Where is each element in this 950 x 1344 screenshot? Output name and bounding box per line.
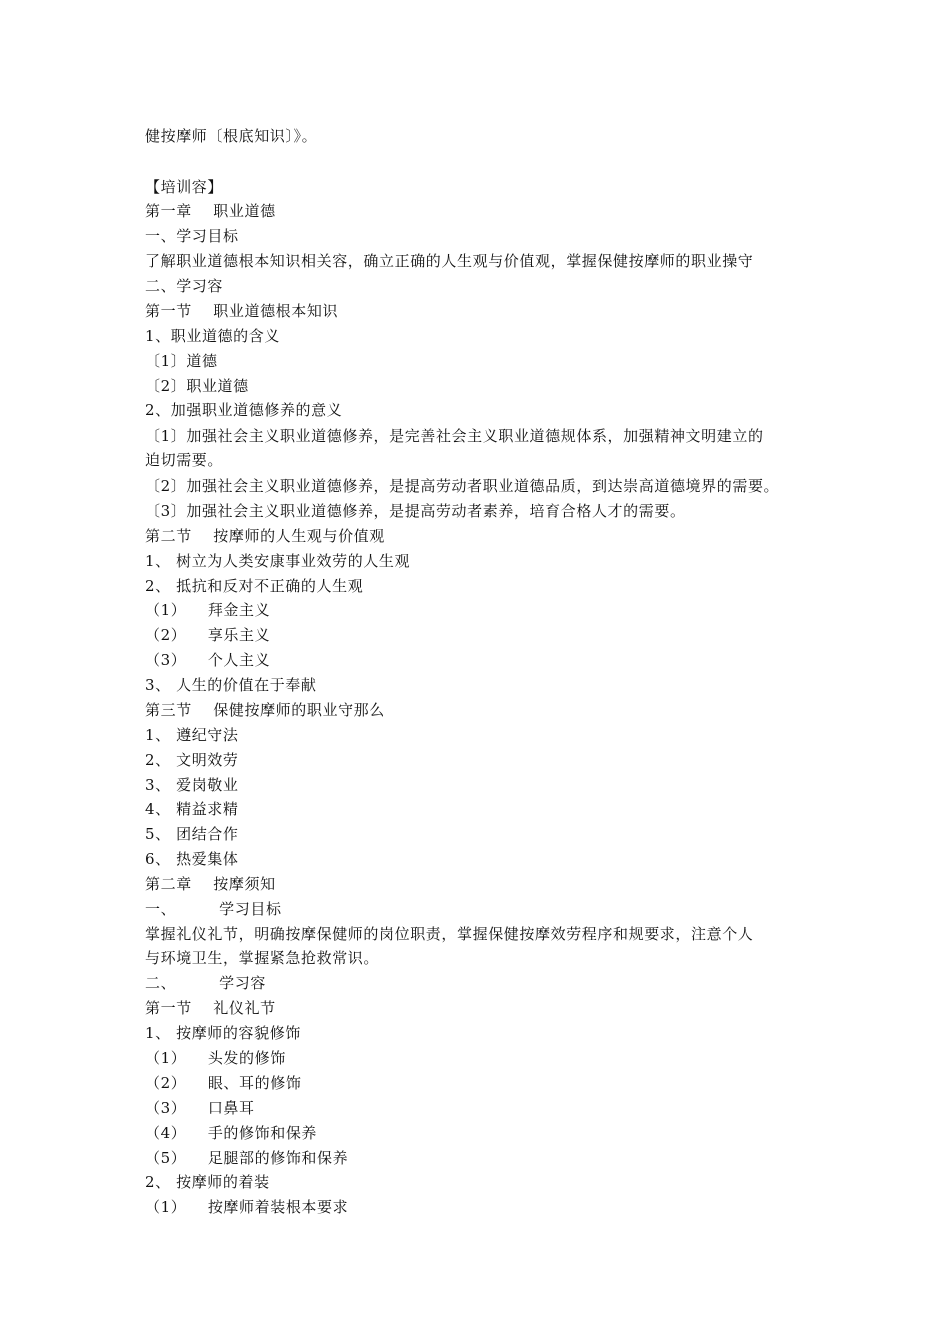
text-line: 了解职业道德根本知识相关容，确立正确的人生观与价值观，掌握保健按摩师的职业操守	[145, 252, 754, 270]
text-line: （1） 按摩师着装根本要求	[145, 1198, 349, 1216]
text-line: 6、 热爱集体	[145, 850, 239, 868]
text-line: 二、学习容	[145, 277, 224, 295]
text-line: 〔2〕职业道德	[145, 377, 249, 395]
text-line: 1、 遵纪守法	[145, 726, 239, 744]
text-line: 5、 团结合作	[145, 825, 239, 843]
chapter-heading: 第二章 按摩须知	[145, 875, 276, 893]
section-heading: 第三节 保健按摩师的职业守那么	[145, 701, 385, 719]
text-line: 4、 精益求精	[145, 800, 239, 818]
text-line: 1、 按摩师的容貌修饰	[145, 1024, 301, 1042]
section-heading: 第二节 按摩师的人生观与价值观	[145, 527, 385, 545]
text-line: （5） 足腿部的修饰和保养	[145, 1149, 349, 1167]
text-line: （3） 口鼻耳	[145, 1099, 255, 1117]
text-line: 一、 学习目标	[145, 900, 282, 918]
text-line: （2） 眼、耳的修饰	[145, 1074, 302, 1092]
section-heading: 【培训容】	[145, 178, 224, 196]
text-line: 一、学习目标	[145, 227, 239, 245]
text-line: （4） 手的修饰和保养	[145, 1124, 318, 1142]
text-line: 1、 树立为人类安康事业效劳的人生观	[145, 552, 411, 570]
text-line: 〔1〕加强社会主义职业道德修养，是完善社会主义职业道德规体系，加强精神文明建立的	[145, 427, 764, 445]
text-line: 2、 抵抗和反对不正确的人生观	[145, 577, 364, 595]
text-line: 2、 按摩师的着装	[145, 1173, 270, 1191]
text-line: （2） 享乐主义	[145, 626, 271, 644]
text-line: 3、 人生的价值在于奉献	[145, 676, 317, 694]
text-line: 与环境卫生，掌握紧急抢救常识。	[145, 949, 380, 967]
text-line: 2、加强职业道德修养的意义	[145, 401, 343, 419]
text-line: 掌握礼仪礼节，明确按摩保健师的岗位职责，掌握保健按摩效劳程序和规要求，注意个人	[145, 925, 754, 943]
text-line: 健按摩师〔根底知识〕》。	[145, 127, 318, 145]
text-line: 3、 爱岗敬业	[145, 776, 239, 794]
section-heading: 第一节 职业道德根本知识	[145, 302, 339, 320]
text-line: 二、 学习容	[145, 974, 266, 992]
text-line: 2、 文明效劳	[145, 751, 239, 769]
text-line: （1） 拜金主义	[145, 601, 271, 619]
text-line: 1、职业道德的含义	[145, 327, 280, 345]
chapter-heading: 第一章 职业道德	[145, 202, 276, 220]
text-line: （1） 头发的修饰	[145, 1049, 286, 1067]
text-line: 〔2〕加强社会主义职业道德修养，是提高劳动者职业道德品质，到达崇高道德境界的需要。	[145, 477, 780, 495]
section-heading: 第一节 礼仪礼节	[145, 999, 276, 1017]
text-line: 迫切需要。	[145, 451, 224, 469]
text-line: 〔3〕加强社会主义职业道德修养，是提高劳动者素养，培育合格人才的需要。	[145, 502, 686, 520]
text-line: 〔1〕道德	[145, 352, 218, 370]
text-line: （3） 个人主义	[145, 651, 271, 669]
